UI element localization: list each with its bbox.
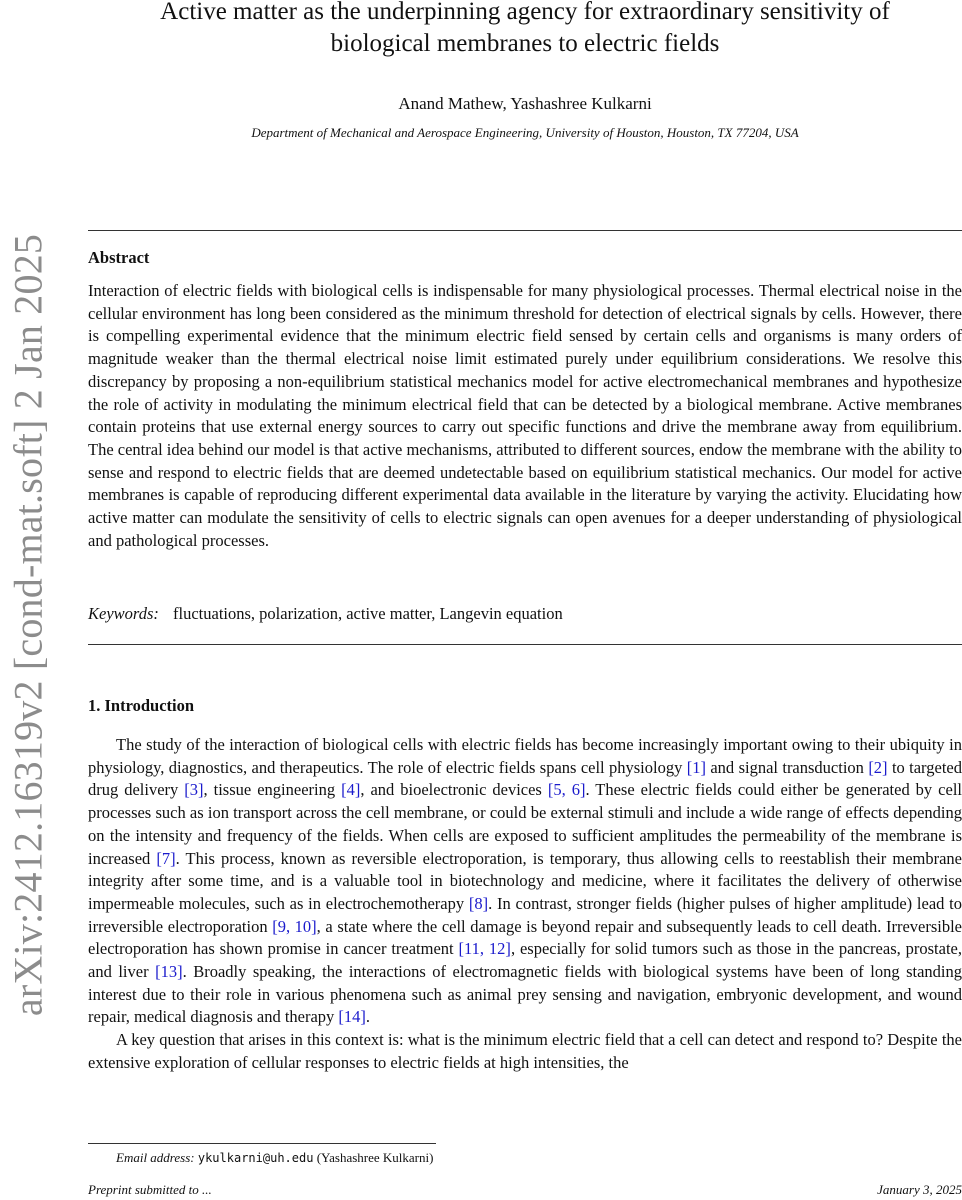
footnote xyxy=(116,1150,433,1166)
paragraph-text: . Broadly speaking, the interactions of electromagnetic fields with biological systems have been of long standing interest due to their role in various phenomena such as animal prey sensing and navigation, embryonic development, and wound repair, medical diagnosis and therapy xyxy=(88,962,962,1027)
paragraph-text: . In contrast, stronger fields (higher pulses of higher amplitude) lead to irreversible electroporation xyxy=(88,893,962,936)
keywords-line xyxy=(88,604,563,624)
paragraph-text: The study of the interaction of biological cells with electric fields has become increasingly important owing to their ubiquity in physiology, diagnostics, and therapeutics. The role of electric fields spans cell physiology xyxy=(88,735,962,777)
citation-link[interactable]: [4] xyxy=(341,780,361,800)
preprint-date: January 3, 2025 xyxy=(877,1182,962,1197)
introduction-heading: 1. Introduction xyxy=(88,696,195,715)
footnote-rule xyxy=(88,1143,436,1144)
paragraph-text: to targeted drug delivery xyxy=(88,757,962,800)
citation-link[interactable]: [9, 10] xyxy=(272,916,317,936)
title-line-2: biological membranes to electric fields xyxy=(330,30,720,57)
author-list: Anand Mathew, Yashashree Kulkarni xyxy=(398,94,652,113)
author-email-link[interactable]: ykulkarni@uh.edu xyxy=(197,1151,314,1165)
citation-link[interactable]: [7] xyxy=(156,848,176,868)
top-rule xyxy=(88,230,962,231)
citation-link[interactable]: [8] xyxy=(468,893,489,913)
abstract-body xyxy=(88,280,962,552)
keywords-label: Keywords: xyxy=(88,604,159,623)
abstract-bottom-rule xyxy=(88,644,962,645)
affiliation: Department of Mechanical and Aerospace Engineering, University of Houston, Houston, TX 77204, USA xyxy=(251,125,799,140)
preprint-note: Preprint submitted to ... xyxy=(88,1182,212,1197)
citation-link[interactable]: [3] xyxy=(184,780,204,800)
paragraph-text: , tissue engineering xyxy=(203,780,342,800)
paper-title xyxy=(0,0,962,60)
paragraph-text: , especially for solid tumors such as those in the pancreas, prostate, and liver xyxy=(88,939,962,982)
keywords-text: fluctuations, polarization, active matter, Langevin equation xyxy=(173,604,563,623)
paragraph-text: . This process, known as reversible electroporation, is temporary, thus allowing cells to reestablish their membrane integrity after some time, and is a valuable tool in biotechnology and medicine, where it facilitates the delivery of otherwise impermeable molecules, such as in electrochemotherapy xyxy=(88,848,962,913)
paragraph-text: , a state where the cell damage is beyond repair and subsequently leads to cell death. Irreversible electroporation has shown promise in cancer treatment xyxy=(88,916,962,959)
citation-link[interactable]: [14] xyxy=(338,1007,366,1027)
citation-link[interactable]: [11, 12] xyxy=(458,939,511,959)
paragraph-text: and signal transduction xyxy=(705,757,869,777)
paragraph-text: . These electric fields could either be generated by cell processes such as ion transport across the cell membrane, or could be external stimuli and include a wide range of effects depending on the intensity and frequency of the fields. When cells are exposed to sufficient amplitudes the permeability of the membrane is increased xyxy=(88,780,962,868)
introduction-paragraph-1 xyxy=(88,734,962,1029)
citation-link[interactable]: [2] xyxy=(868,757,888,777)
citation-link[interactable]: [5, 6] xyxy=(547,780,586,800)
title-line-1: Active matter as the underpinning agency for extraordinary sensitivity of xyxy=(160,0,890,25)
arxiv-sidebar xyxy=(0,0,56,1200)
paragraph-text: . xyxy=(365,1007,371,1027)
introduction-body xyxy=(88,734,962,1075)
introduction-paragraph-2: A key question that arises in this context is: what is the minimum electric field that a cell can detect and respond to? Despite the extensive exploration of cellular responses to electric fields at high intensities, the xyxy=(88,1030,962,1072)
paragraph-text: , and bioelectronic devices xyxy=(360,780,548,800)
abstract-text: Interaction of electric fields with biological cells is indispensable for many physiological processes. Thermal electrical noise in the cellular environment has long been considered as the minimum threshold for detection of electrical signals by cells. However, there is compelling experimental evidence that the minimum electric field sensed by certain cells and organisms is many orders of magnitude weaker than the thermal electrical noise limit estimated purely under equilibrium considerations. We resolve this discrepancy by proposing a non-equilibrium statistical mechanics model for active electromechanical membranes and hypothesize the role of activity in modulating the minimum electrical field that can be detected by a biological membrane. Active membranes contain proteins that use external energy sources to carry out specific functions and drive the membrane away from equilibrium. The central idea behind our model is that active mechanisms, attributed to different sources, endow the membrane with the ability to sense and respond to electric fields that are deemed undetectable based on equilibrium statistical mechanics. Our model for active membranes is capable of reproducing different experimental data available in the literature by varying the activity. Elucidating how active matter can modulate the sensitivity of cells to electric signals can open avenues for a deeper understanding of physiological and pathological processes. xyxy=(88,281,962,550)
footnote-author-name: (Yashashree Kulkarni) xyxy=(316,1150,434,1165)
citation-link[interactable]: [1] xyxy=(686,757,706,777)
arxiv-identifier: arXiv:2412.16319v2 [cond-mat.soft] 2 Jan 2025 xyxy=(5,233,51,1017)
abstract-heading: Abstract xyxy=(88,248,150,267)
footnote-label: Email address: xyxy=(116,1150,195,1165)
citation-link[interactable]: [13] xyxy=(155,962,183,982)
